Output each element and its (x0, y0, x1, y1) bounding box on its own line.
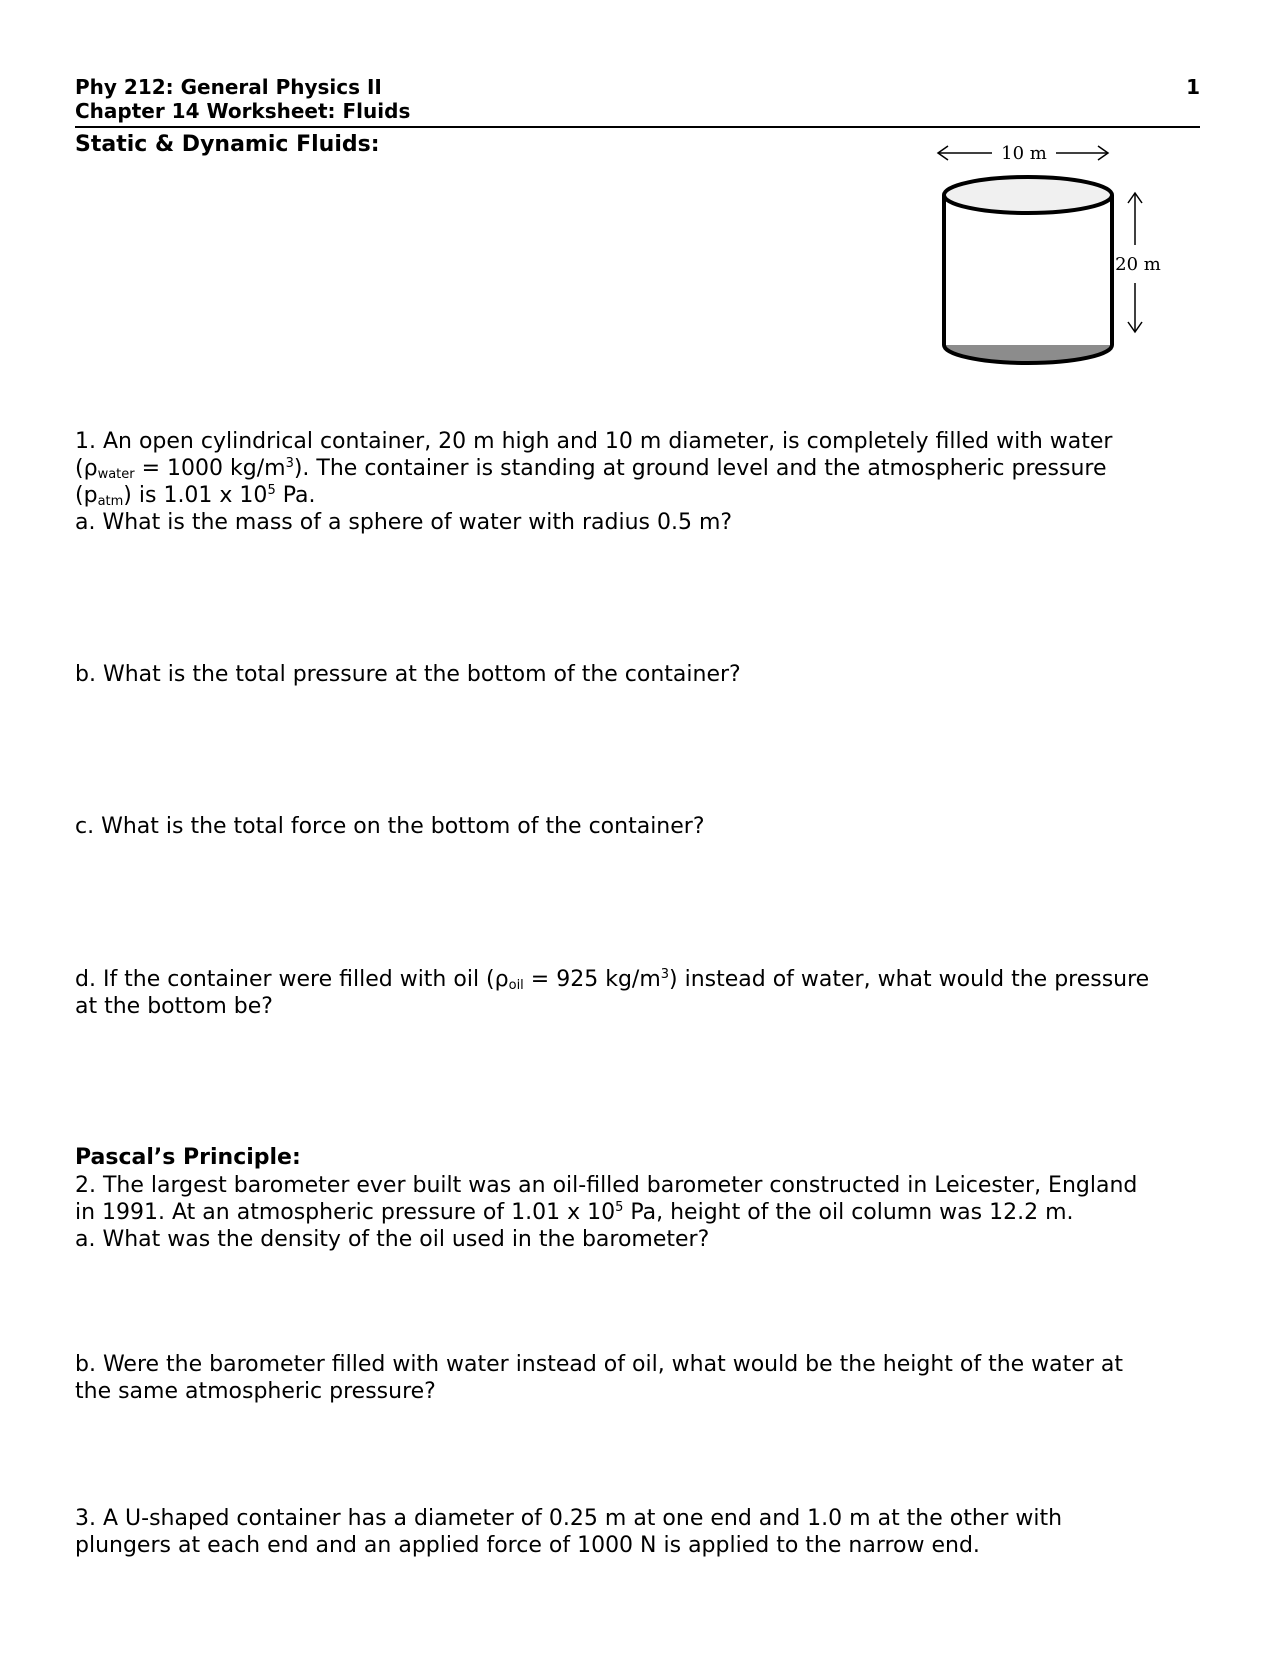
height-label: 20 m (1115, 254, 1161, 275)
q1-intro-line2: ($\rho_{water} = 1000$ $kg/m^3$). The container is standing at ground level and the atmospheric pressure (75, 456, 1107, 482)
q2-part-a: a. What was the density of the oil used in the barometer? (75, 1227, 710, 1252)
cylinder-figure (930, 135, 1170, 370)
q1-intro-line1: 1. An open cylindrical container, 20 m high and 10 m diameter, is completely filled with water (75, 429, 1113, 454)
q1-part-d-line1: d. If the container were filled with oil ($\rho_{oil} = 925$ $kg/m^3$) instead of water, what would the pressure (75, 967, 1150, 993)
q1-part-a: a. What is the mass of a sphere of water with radius 0.5 m? (75, 510, 733, 535)
height-dimension (1115, 193, 1161, 332)
q3-line1: 3. A U-shaped container has a diameter of 0.25 m at one end and 1.0 m at the other with (75, 1506, 1063, 1531)
diameter-label: 10 m (1001, 143, 1047, 164)
q1-intro-line3: $(p_{atm})$ is 1.01 x $10^5$ Pa. (75, 483, 316, 509)
header-rule (75, 126, 1200, 128)
page-number: 1 (1186, 75, 1200, 99)
q2-part-b-line1: b. Were the barometer filled with water instead of oil, what would be the height of the water at (75, 1352, 1123, 1377)
q2-line1: 2. The largest barometer ever built was an oil-filled barometer constructed in Leicester, England (75, 1173, 1138, 1198)
chapter-title: Chapter 14 Worksheet: Fluids (75, 99, 411, 123)
diameter-dimension (938, 143, 1108, 164)
cylinder (944, 177, 1112, 363)
q1-part-c: c. What is the total force on the bottom of the container? (75, 814, 705, 839)
q1-part-d-line2: at the bottom be? (75, 994, 273, 1019)
q1-part-b: b. What is the total pressure at the bottom of the container? (75, 662, 741, 687)
q3-line2: plungers at each end and an applied force of 1000 N is applied to the narrow end. (75, 1533, 980, 1558)
q2-part-b-line2: the same atmospheric pressure? (75, 1379, 436, 1404)
course-title: Phy 212: General Physics II (75, 75, 382, 99)
section-static-dynamic-title: Static & Dynamic Fluids: (75, 132, 380, 157)
section-pascal-title: Pascal’s Principle: (75, 1145, 301, 1170)
q2-line2: in 1991. At an atmospheric pressure of 1.01 x $10^5$ Pa, height of the oil column was 12.2 m. (75, 1200, 1074, 1225)
